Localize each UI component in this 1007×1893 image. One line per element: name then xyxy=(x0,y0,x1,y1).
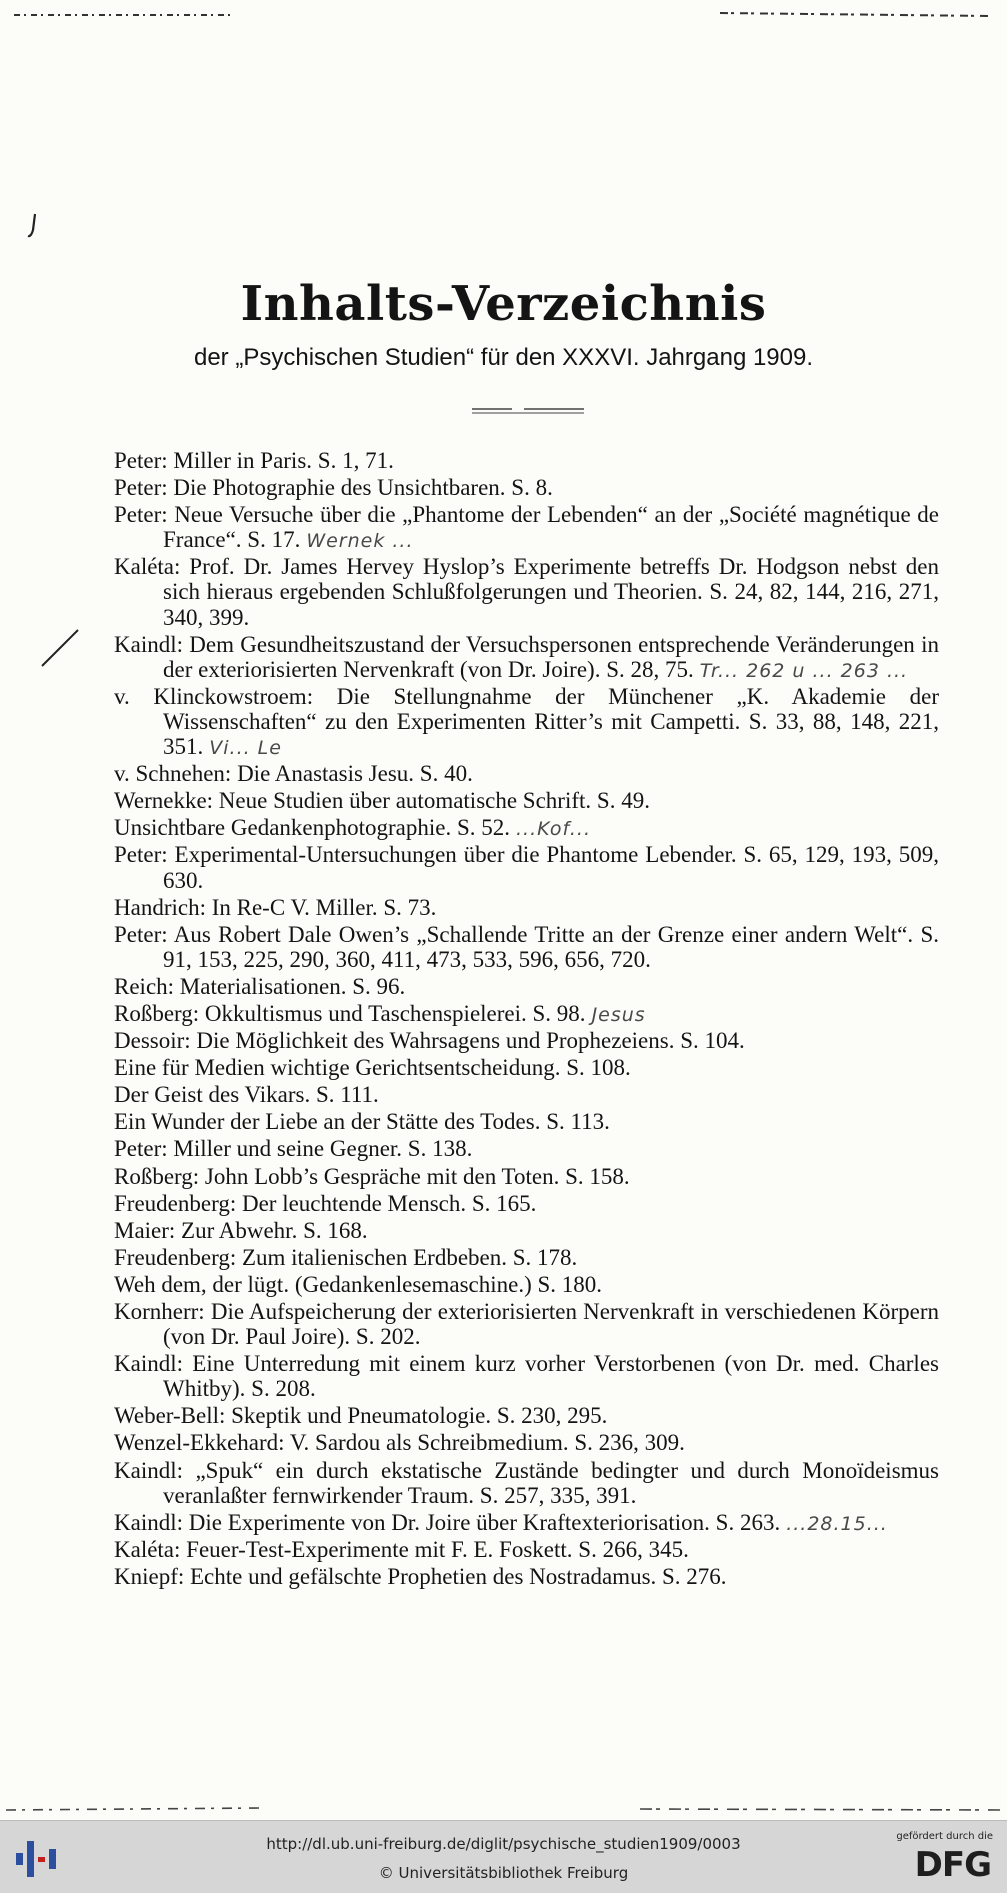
handwritten-annotation: ...Kof... xyxy=(516,818,592,841)
page-title: Inhalts-Verzeichnis xyxy=(240,276,767,332)
toc-entry[interactable]: Peter: Die Photographie des Unsichtbaren. S. 8. xyxy=(114,475,553,501)
handwritten-annotation: Tr... 262 u ... 263 ... xyxy=(699,659,909,682)
toc-entry[interactable]: Kaindl: Eine Unterredung mit einem kurz vorher Verstorbenen (von Dr. med. Charles Whitby). S. 208. xyxy=(114,1351,939,1402)
toc-entry[interactable]: Wernekke: Neue Studien über automatische Schrift. S. 49. xyxy=(114,788,650,814)
toc-entry[interactable]: Kaindl: „Spuk“ ein durch ekstatische Zustände bedingter und durch Monoïdeismus veranlaßter fernwirkender Traum. S. 257, 335, 391. xyxy=(114,1457,939,1508)
toc-entry[interactable]: Peter: Aus Robert Dale Owen’s „Schallende Tritte an der Grenze einer andern Welt“. S. 91, 153, 225, 290, 360, 411, 473, 533, 596, 656, 720. xyxy=(114,921,939,972)
toc-entry[interactable]: Kniepf: Echte und gefälschte Prophetien des Nostradamus. S. 276. xyxy=(114,1563,727,1589)
toc-entry[interactable]: v. Schnehen: Die Anastasis Jesu. S. 40. xyxy=(114,761,473,787)
toc-entry[interactable]: Roßberg: Okkultismus und Taschenspielerei. S. 98. Jesus xyxy=(114,1000,646,1026)
viewer-footer xyxy=(0,1820,1007,1893)
toc-entry[interactable]: Weh dem, der lügt. (Gedankenlesemaschine.) S. 180. xyxy=(114,1271,603,1297)
section-divider xyxy=(472,407,584,415)
handwritten-annotation: Wernek ... xyxy=(306,530,414,553)
handwritten-annotation: Vi... Le xyxy=(209,737,282,760)
toc-entry[interactable]: Peter: Neue Versuche über die „Phantome der Lebenden“ an der „Société magnétique de France“. S. 17. Wernek ... xyxy=(114,502,939,553)
toc-entry[interactable]: Roßberg: John Lobb’s Gespräche mit den Toten. S. 158. xyxy=(114,1163,630,1189)
toc-entry[interactable]: Peter: Miller und seine Gegner. S. 138. xyxy=(114,1136,473,1162)
handwritten-annotation: Jesus xyxy=(591,1003,646,1026)
toc-entry[interactable]: Weber-Bell: Skeptik und Pneumatologie. S. 230, 295. xyxy=(114,1403,608,1429)
toc-entry[interactable]: Kornherr: Die Aufspeicherung der exteriorisierten Nervenkraft in verschiedenen Körpern (von Dr. Paul Joire). S. 202. xyxy=(114,1299,939,1350)
toc-entry[interactable]: Freudenberg: Zum italienischen Erdbeben. S. 178. xyxy=(114,1244,578,1270)
toc-entry[interactable]: Eine für Medien wichtige Gerichtsentscheidung. S. 108. xyxy=(114,1055,631,1081)
toc-entry[interactable]: Kaléta: Prof. Dr. James Hervey Hyslop’s Experimente betreffs Dr. Hodgson nebst den sich hieraus ergebenden Schlußfolgerungen und Theorien. S. 24, 82, 144, 216, 271, 340, 399. xyxy=(114,554,939,630)
toc-entry[interactable]: Dessoir: Die Möglichkeit des Wahrsagens und Prophezeiens. S. 104. xyxy=(114,1028,745,1054)
page-subtitle: der „Psychischen Studien“ für den XXXVI. Jahrgang 1909. xyxy=(193,344,814,371)
toc-entry[interactable]: Kaléta: Feuer-Test-Experimente mit F. E. Foskett. S. 266, 345. xyxy=(114,1536,689,1562)
toc-entry[interactable]: Unsichtbare Gedankenphotographie. S. 52. ...Kof... xyxy=(114,815,592,841)
handwritten-annotation: ...28.15... xyxy=(786,1512,888,1535)
toc-entry[interactable]: Peter: Miller in Paris. S. 1, 71. xyxy=(114,448,394,473)
toc-entry[interactable]: Peter: Experimental-Untersuchungen über die Phantome Lebender. S. 65, 129, 193, 509, 630. xyxy=(114,842,939,893)
toc-entry[interactable]: Maier: Zur Abwehr. S. 168. xyxy=(114,1217,368,1243)
copyright-notice: © Universitätsbibliothek Freiburg xyxy=(378,1864,629,1882)
toc-entry[interactable]: Reich: Materialisationen. S. 96. xyxy=(114,973,406,999)
toc-entry[interactable]: Freudenberg: Der leuchtende Mensch. S. 165. xyxy=(114,1190,537,1216)
toc-entry[interactable]: Wenzel-Ekkehard: V. Sardou als Schreibmedium. S. 236, 309. xyxy=(114,1430,685,1456)
table-of-contents xyxy=(114,448,939,1591)
dfg-logo: DFG xyxy=(914,1845,991,1885)
toc-entry[interactable]: Handrich: In Re-C V. Miller. S. 73. xyxy=(114,894,437,920)
pencil-slash-margin xyxy=(36,626,82,672)
scan-edge-bottom xyxy=(0,1800,1007,1816)
toc-entry[interactable]: Ein Wunder der Liebe an der Stätte des Todes. S. 113. xyxy=(114,1109,610,1135)
pencil-mark-top-left xyxy=(26,212,38,240)
scan-edge-top xyxy=(0,8,1007,22)
toc-entry[interactable]: Kaindl: Dem Gesundheitszustand der Versuchspersonen entsprechende Veränderungen in der exteriorisierten Nervenkraft (von Dr. Joire). S. 28, 75. Tr... 262 u ... 263 ... xyxy=(114,631,939,682)
toc-entry[interactable]: Kaindl: Die Experimente von Dr. Joire über Kraftexteriorisation. S. 263. ...28.15... xyxy=(114,1509,888,1535)
funding-note: gefördert durch die xyxy=(896,1831,993,1842)
toc-entry[interactable]: v. Klinckowstroem: Die Stellungnahme der Münchener „K. Akademie der Wissenschaften“ zu den Experimenten Ritter’s mit Campetti. S. 33, 88, 148, 221, 351. Vi... Le xyxy=(114,683,939,760)
document-url-link[interactable]: http://dl.ub.uni-freiburg.de/diglit/psychische_studien1909/0003 xyxy=(266,1835,741,1853)
toc-entry[interactable]: Der Geist des Vikars. S. 111. xyxy=(114,1082,379,1108)
